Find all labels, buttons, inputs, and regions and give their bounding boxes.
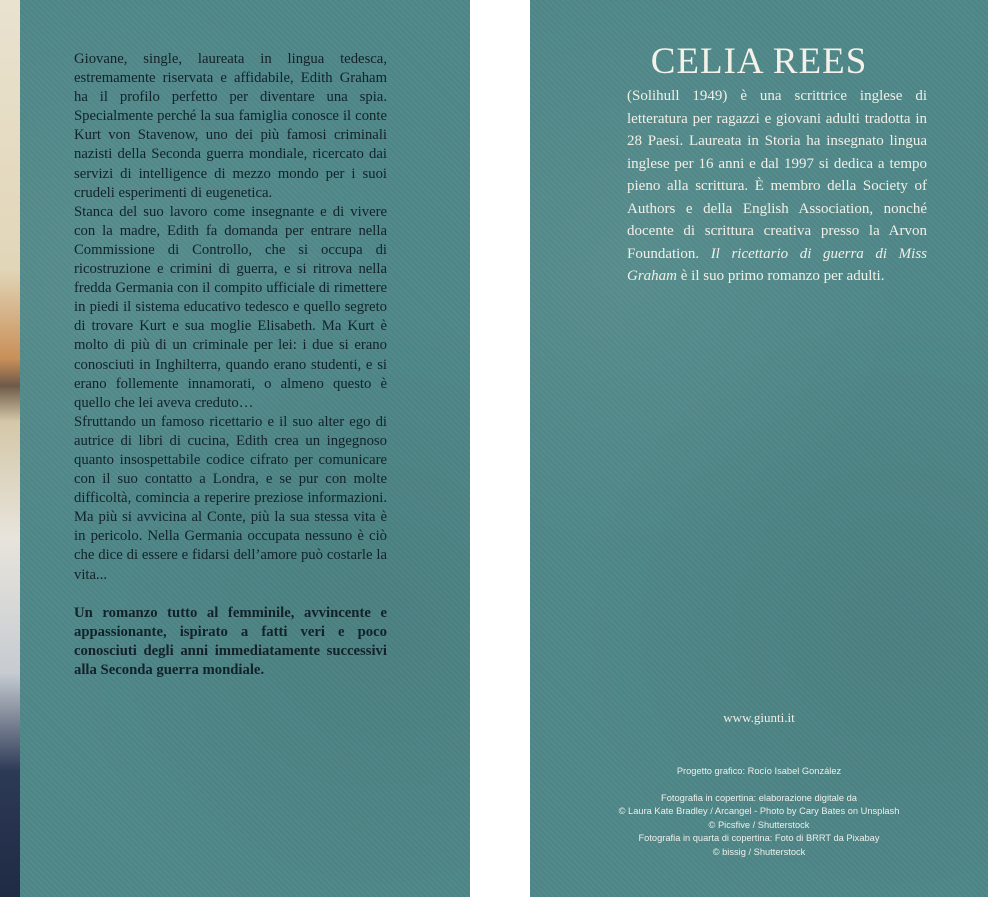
publisher-website: www.giunti.it: [723, 710, 795, 725]
front-flap-panel: [530, 0, 988, 897]
cover-edge-strip: [0, 0, 20, 897]
credit-cover-photo-line: © Picsfive / Shutterstock: [708, 819, 810, 830]
credit-cover-photo-line: Fotografia in copertina: elaborazione digitale da: [661, 792, 857, 803]
book-title: Il ricettario di guerra di Miss Graham: [627, 245, 927, 284]
author-name: CELIA REES: [650, 41, 868, 82]
credit-back-photo-line: © bissig / Shutterstock: [712, 846, 806, 857]
author-bio-paragraph: [627, 85, 927, 288]
credit-cover-photo-line: © Laura Kate Bradley / Arcangel - Photo by Cary Bates on Unsplash: [618, 806, 900, 816]
credits-spacer: [530, 779, 988, 792]
credits-block: [530, 765, 988, 859]
synopsis-text: [74, 50, 387, 680]
synopsis-paragraph: Sfruttando un famoso ricettario e il suo alter ego di autrice di libri di cucina, Edith crea un ingegnoso quanto insospettabile codice cifrato per comunicare con il suo contatto a Londra, e se pur con molte difficoltà, comincia a reperire preziose informazioni. Ma più si avvicina al Conte, più la sua stessa vita è in pericolo. Nella Germania occupata nessuno è ciò che dice di essere e fidarsi dell’amore può costarle la vita...: [74, 413, 387, 583]
credit-design: Progetto grafico: Rocío Isabel González: [676, 766, 842, 776]
synopsis-tagline: Un romanzo tutto al femminile, avvincente e appassionante, ispirato a fatti veri e poco conosciuti degli anni immediatamente successivi alla Seconda guerra mondiale.: [74, 604, 387, 678]
credit-back-photo-line: Fotografia in quarta di copertina: Foto di BRRT da Pixabay: [638, 833, 880, 843]
bio-outro: è il suo primo romanzo per adulti.: [677, 268, 885, 284]
synopsis-paragraph: Stanca del suo lavoro come insegnante e di vivere con la madre, Edith fa domanda per entrare nella Commissione di Controllo, che si occupa di ricostruzione e crimini di guerra, e si ritrova nella fredda Germania con il compito ufficiale di rimettere in piedi il sistema educativo tedesco e quello segreto di trovare Kurt e sua moglie Elisabeth. Ma Kurt è molto di più di un criminale per lei: i due si erano conosciuti in Inghilterra, quando erano studenti, e si erano follemente innamorati, o almeno questo è quello che lei aveva creduto…: [74, 203, 387, 411]
synopsis-paragraph: Giovane, single, laureata in lingua tedesca, estremamente riservata e affidabile, Edith Graham ha il profilo perfetto per diventare una spia. Specialmente perché la sua famiglia conosce il conte Kurt von Stavenow, uno dei più famosi criminali nazisti della Seconda guerra mondiale, ricercato dai servizi di intelligence di mezzo mondo per i suoi crudeli esperimenti di eugenetica.: [74, 51, 387, 201]
author-bio: [627, 85, 927, 288]
bio-intro: (Solihull 1949) è una scrittrice inglese di letteratura per ragazzi e giovani adulti tradotta in 28 Paesi. Laureata in Storia ha insegnato lingua inglese per 16 anni e dal 1997 si dedica a tempo pieno alla scrittura. È membro della Society of Authors e della English Association, nonché docente di scrittura creativa presso la Arvon Foundation.: [627, 88, 927, 262]
